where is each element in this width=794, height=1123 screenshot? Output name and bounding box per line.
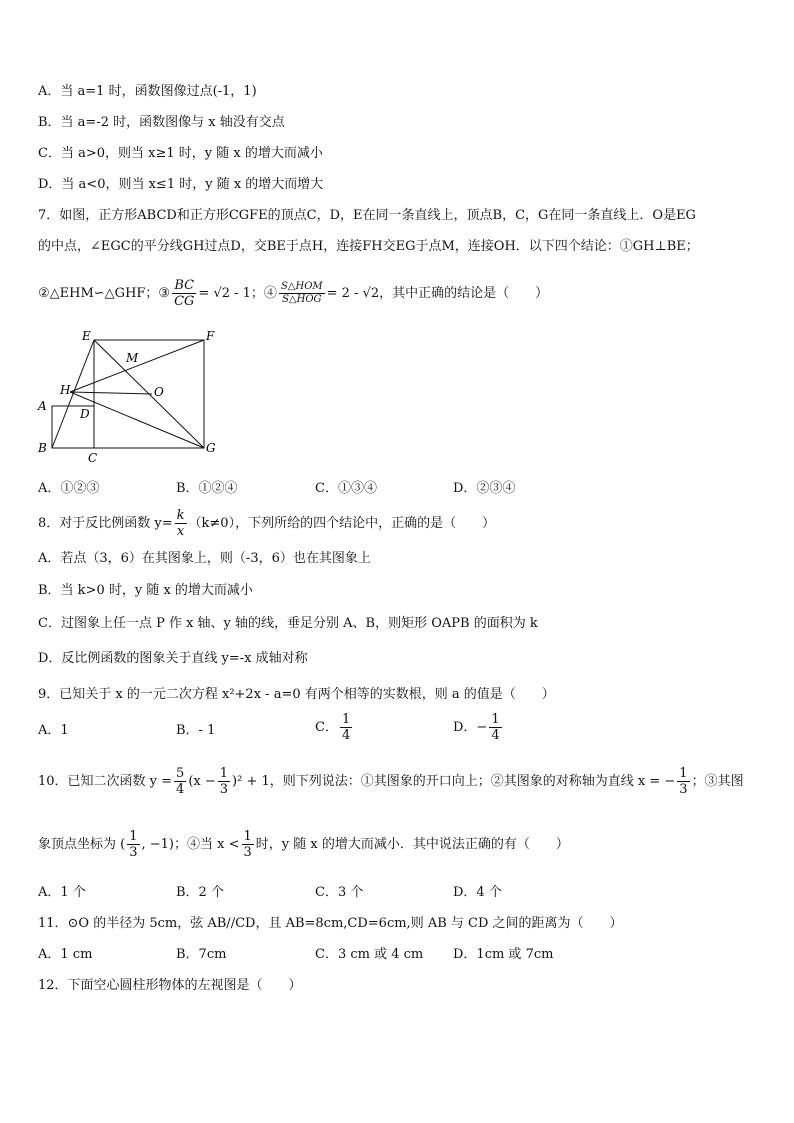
q8-text-a: 8．对于反比例函数 y=: [38, 516, 173, 531]
q8-fraction-k-x: $\frac{k}{x}$: [176, 508, 185, 539]
q7-stem-line3: [38, 278, 548, 309]
label-d: D: [80, 407, 90, 421]
q10-option-a: A．1 个: [38, 885, 86, 900]
q7-text-b: = √2 - 1；④: [198, 286, 277, 301]
q10-stem-line1: 10．已知二次函数 y = $\frac{5}{4}$ (x − $\frac{1}{3}$ )² + 1，则下列说法：①其图象的开口向上；②其图象的对称轴为直线 x = − $\frac{1}{3}$ ；③其图: [38, 766, 744, 797]
q10-option-b: B．2 个: [176, 885, 224, 900]
q10-fraction-1-3c: $\frac{1}{3}$: [129, 829, 138, 860]
q9-option-a: A．1: [38, 723, 69, 738]
q12-stem: 12．下面空心圆柱形物体的左视图是（ ）: [38, 978, 302, 993]
label-o: O: [154, 385, 164, 399]
q7-text-c: = 2 - √2，其中正确的结论是（ ）: [326, 286, 549, 301]
q6-option-d: D．当 a<0，则当 x≤1 时，y 随 x 的增大而增大: [38, 177, 324, 192]
q7-option-a: A．①②③: [38, 481, 100, 496]
q7-fraction-bc-cg: $\frac{BC}{CG}$: [174, 278, 195, 309]
q10-option-d: D．4 个: [453, 885, 502, 900]
q7-text-a: ②△EHM∽△GHF；③: [38, 286, 171, 301]
q11-option-b: B．7cm: [176, 947, 227, 962]
q7-stem-line1: 7．如图，正方形ABCD和正方形CGFE的顶点C，D，E在同一条直线上，顶点B，C，G在同一条直线上．O是EG: [38, 208, 696, 223]
label-a: A: [38, 399, 47, 413]
q8-text-b: （k≠0），下列所给的四个结论中，正确的是（ ）: [188, 516, 496, 531]
q6-option-a: A．当 a=1 时，函数图像过点(-1，1): [38, 84, 257, 99]
q10-stem-line2: 象顶点坐标为 ( $\frac{1}{3}$ , −1)；④当 x < $\frac{1}{3}$ 时，y 随 x 的增大而减小．其中说法正确的有（ ）: [38, 829, 569, 860]
q7-option-c: C．①③④: [315, 481, 377, 496]
q9-fraction-c: $\frac{1}{4}$: [341, 712, 351, 743]
q11-option-d: D．1cm 或 7cm: [453, 947, 554, 962]
q10-fraction-1-3d: $\frac{1}{3}$: [243, 829, 252, 860]
q10-option-c: C．3 个: [315, 885, 364, 900]
q6-option-c: C．当 a>0，则当 x≥1 时，y 随 x 的增大而减小: [38, 146, 323, 161]
q9-option-c: C． $\frac{1}{4}$: [315, 712, 351, 743]
label-b: B: [38, 441, 47, 455]
label-m: M: [126, 351, 139, 365]
q11-option-a: A．1 cm: [38, 947, 93, 962]
q9-fraction-d: $\frac{1}{4}$: [491, 712, 500, 743]
q8-option-a: A．若点（3，6）在其图象上，则（-3，6）也在其图象上: [38, 551, 371, 566]
q10-fraction-1-3a: $\frac{1}{3}$: [219, 766, 229, 797]
q10-fraction-5-4: $\frac{5}{4}$: [176, 766, 185, 797]
q8-option-b: B．当 k>0 时，y 随 x 的增大而减小: [38, 583, 253, 598]
q7-geometry-figure: [34, 328, 224, 468]
q7-option-b: B．①②④: [176, 481, 238, 496]
q7-option-d: D．②③④: [453, 481, 516, 496]
label-g: G: [206, 441, 216, 455]
q8-stem: [38, 508, 495, 539]
q9-option-d: D．− $\frac{1}{4}$: [453, 712, 500, 743]
q11-option-c: C．3 cm 或 4 cm: [315, 947, 424, 962]
q8-option-c: C．过图象上任一点 P 作 x 轴、y 轴的线，垂足分别 A、B，则矩形 OAPB 的面积为 k: [38, 616, 538, 631]
label-e: E: [82, 329, 91, 343]
q11-stem: 11．⊙O 的半径为 5cm，弦 AB//CD，且 AB=8cm,CD=6cm,则 AB 与 CD 之间的距离为（ ）: [38, 916, 623, 931]
q7-fraction-area-ratio: $\frac{\text{S△HOM}}{\text{S△HOG}}$: [280, 281, 323, 305]
q7-stem-line2: 的中点，∠EGC的平分线GH过点D，交BE于点H，连接FH交EG于点M，连接OH．以下四个结论：①GH⊥BE；: [38, 239, 699, 254]
q9-stem: 9．已知关于 x 的一元二次方程 x²+2x - a=0 有两个相等的实数根，则 a 的值是（ ）: [38, 687, 555, 702]
label-h: H: [60, 383, 71, 397]
q9-option-b: B．- 1: [176, 723, 216, 738]
q8-option-d: D．反比例函数的图象关于直线 y=-x 成轴对称: [38, 651, 308, 666]
label-c: C: [88, 451, 98, 465]
label-f: F: [206, 329, 215, 343]
q6-option-b: B．当 a=-2 时，函数图像与 x 轴没有交点: [38, 115, 285, 130]
q10-fraction-1-3b: $\frac{1}{3}$: [679, 766, 688, 797]
